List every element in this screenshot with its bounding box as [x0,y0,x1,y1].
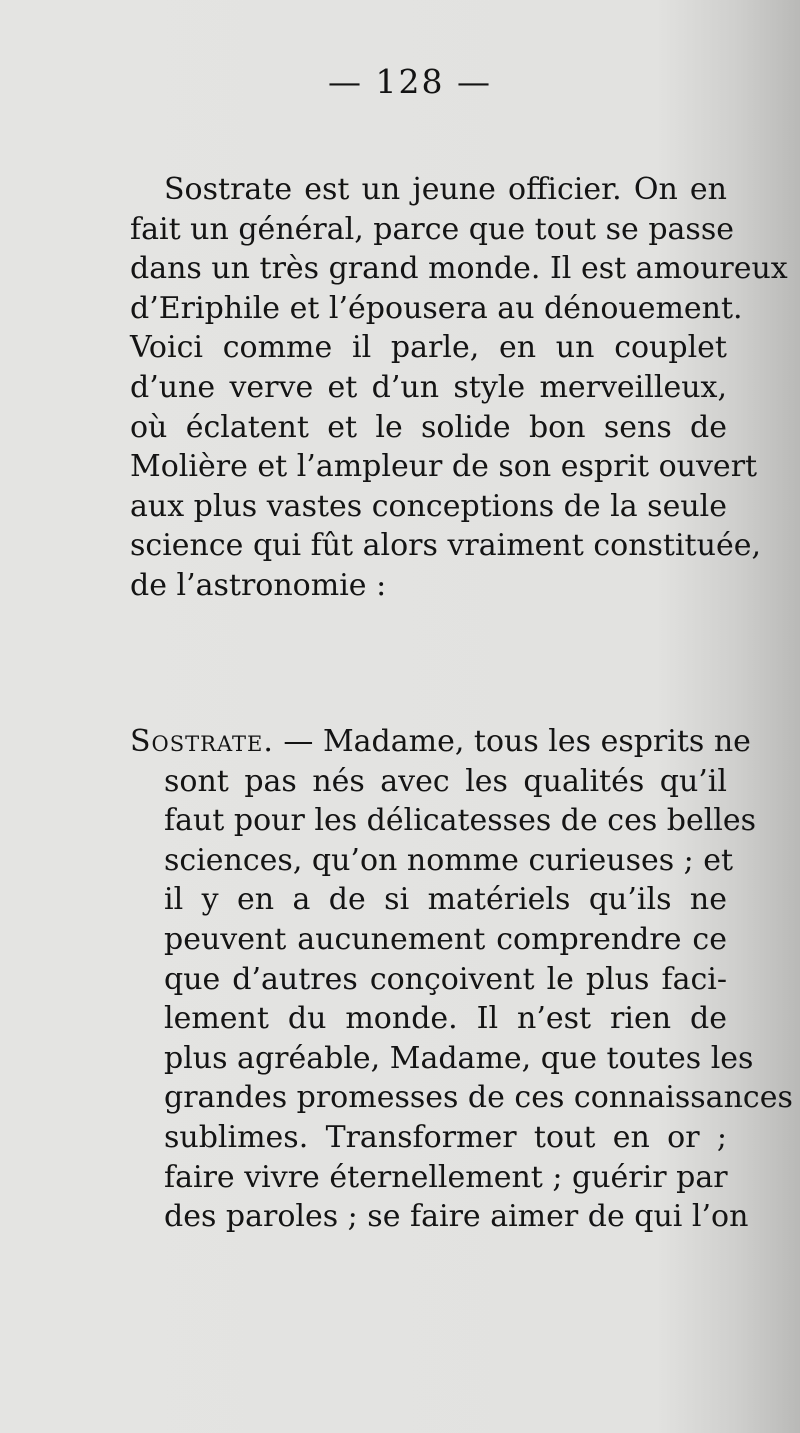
paragraph-line: d’une verve et d’un style merveilleux, [130,369,727,405]
page-number: — 128 — [328,62,492,101]
paragraph-line: Voici comme il parle, en un couplet [130,330,727,366]
paragraph-line: où éclatent et le solide bon sens de [130,409,727,445]
paragraph-line: dans un très grand monde. Il est amoureux [130,251,788,287]
speech-line: grandes promesses de ces connaissances [164,1080,793,1116]
paragraph-line: fait un général, parce que tout se passe [130,211,734,247]
speaker-name: Sostrate. [130,724,274,759]
speech-line: peuvent aucunement comprendre ce [164,921,727,957]
speech-line: il y en a de si matériels qu’ils ne [164,882,727,918]
speech-first-line [130,722,751,762]
speech-line: sont pas nés avec les qualités qu’il [164,763,727,799]
speech-line: que d’autres conçoivent le plus faci- [164,961,727,997]
speech-line: lement du monde. Il n’est rien de [164,1001,727,1037]
speech-opening: — Madame, tous les esprits ne [273,724,751,759]
paragraph-line: de l’astronomie : [130,567,387,603]
speech-line: des paroles ; se faire aimer de qui l’on [164,1199,749,1235]
speech-paragraph [130,722,793,1237]
paragraph-line: aux plus vastes conceptions de la seule [130,488,727,524]
speech-line: faire vivre éternellement ; guérir par [164,1159,728,1195]
speech-line: plus agréable, Madame, que toutes les [164,1040,754,1076]
paragraph-line: Sostrate est un jeune officier. On en [164,172,727,207]
paragraph-line: Molière et l’ampleur de son esprit ouvert [130,449,758,485]
speech-line: sublimes. Transformer tout en or ; [164,1119,727,1155]
paragraph-line: d’Eriphile et l’épousera au dénouement. [130,290,743,326]
paragraph-line: science qui fût alors vraiment constituée, [130,528,761,564]
speech-line: faut pour les délicatesses de ces belles [164,803,757,839]
speech-line: sciences, qu’on nomme curieuses ; et [164,842,734,878]
intro-paragraph [130,170,788,606]
